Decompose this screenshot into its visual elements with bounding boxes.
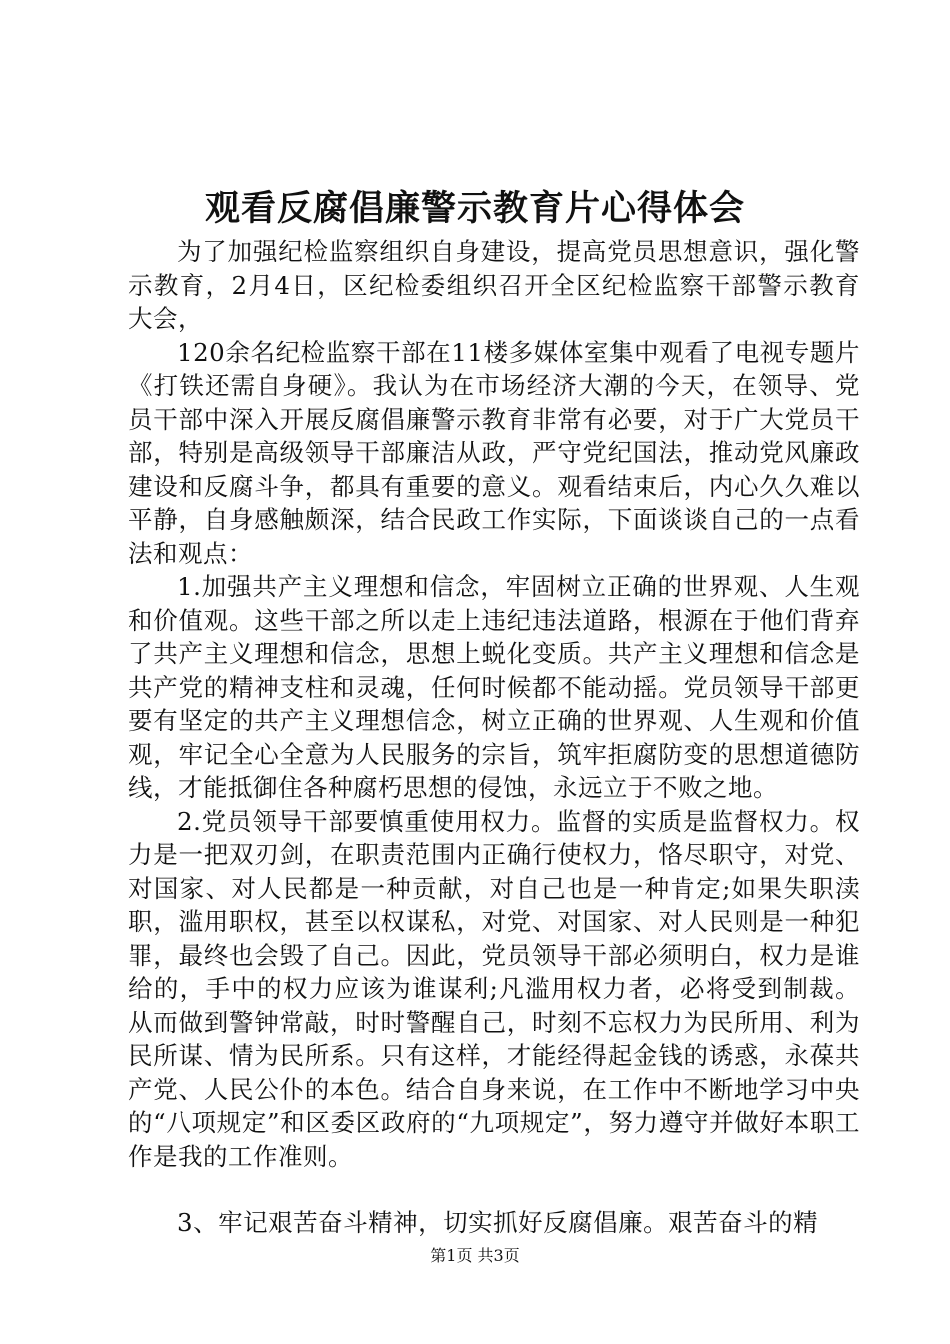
paragraph-point-2: 2.党员领导干部要慎重使用权力。监督的实质是监督权力。权力是一把双刃剑，在职责范围内正确行使权力，恪尽职守，对党、对国家、对人民都是一种贡献，对自己也是一种肯定;如果失职渎职，滥用职权，甚至以权谋私，对党、对国家、对人民则是一种犯罪，最终也会毁了自己。因此，党员领导干部必须明白，权力是谁给的，手中的权力应该为谁谋利;凡滥用权力者，必将受到制裁。从而做到警钟常敲，时时警醒自己，时刻不忘权力为民所用、利为民所谋、情为民所系。只有这样，才能经得起金钱的诱惑，永葆共产党、人民公仆的本色。结合自身来说，在工作中不断地学习中央的“八项规定”和区委区政府的“九项规定”，努力遵守并做好本职工作是我的工作准则。 bbox=[128, 806, 860, 1171]
page-footer: 第1页 共3页 bbox=[430, 1246, 520, 1265]
document-body bbox=[128, 235, 860, 1240]
paragraph-point-3: 3、牢记艰苦奋斗精神，切实抓好反腐倡廉。艰苦奋斗的精 bbox=[177, 1208, 819, 1237]
paragraph-intro: 为了加强纪检监察组织自身建设，提高党员思想意识，强化警示教育，2月4日，区纪检委组织召开全区纪检监察干部警示教育大会， bbox=[128, 237, 860, 333]
document-title: 观看反腐倡廉警示教育片心得体会 bbox=[204, 188, 745, 229]
paragraph-point-1: 1.加强共产主义理想和信念，牢固树立正确的世界观、人生观和价值观。这些干部之所以走上违纪违法道路，根源在于他们背弃了共产主义理想和信念，思想上蜕化变质。共产主义理想和信念是共产党的精神支柱和灵魂，任何时候都不能动摇。党员领导干部更要有坚定的共产主义理想信念，树立正确的世界观、人生观和价值观，牢记全心全意为人民服务的宗旨，筑牢拒腐防变的思想道德防线，才能抵御住各种腐朽思想的侵蚀，永远立于不败之地。 bbox=[128, 572, 860, 802]
paragraph-viewing: 120余名纪检监察干部在11楼多媒体室集中观看了电视专题片《打铁还需自身硬》。我认为在市场经济大潮的今天，在领导、党员干部中深入开展反腐倡廉警示教育非常有必要，对于广大党员干部，特别是高级领导干部廉洁从政，严守党纪国法，推动党风廉政建设和反腐斗争，都具有重要的意义。观看结束后，内心久久难以平静，自身感触颇深，结合民政工作实际，下面谈谈自己的一点看法和观点： bbox=[128, 337, 860, 568]
